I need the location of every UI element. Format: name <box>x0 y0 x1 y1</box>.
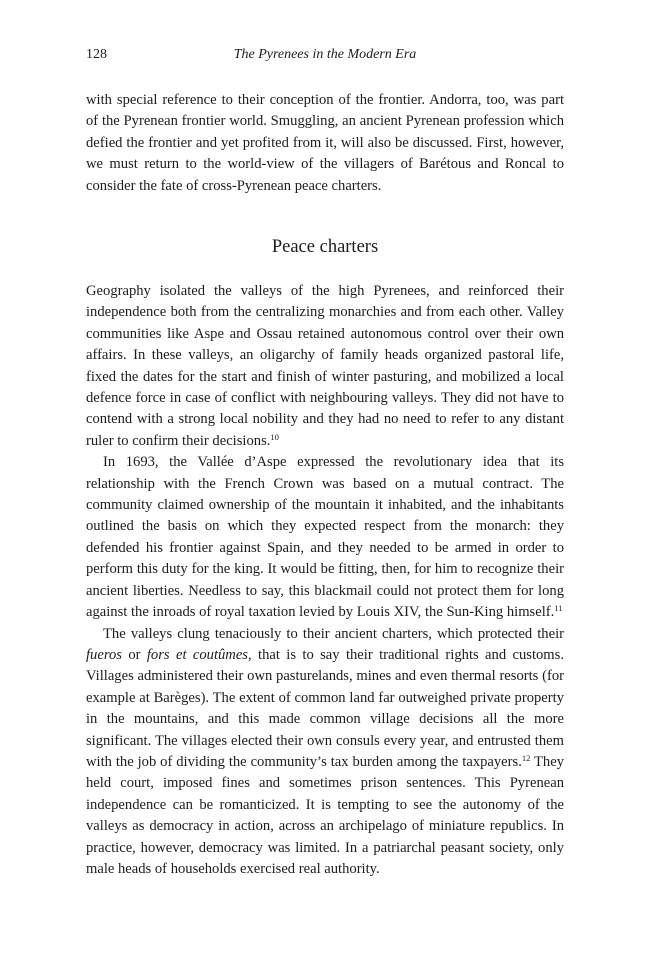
paragraph-geography <box>86 281 564 452</box>
italic-term: fors et coutûmes <box>146 646 248 663</box>
paragraph-charters <box>86 624 564 881</box>
paragraph-text: The valleys clung tenaciously to their ancient charters, which protected their <box>103 625 564 642</box>
intro-paragraph: with special reference to their conception of the frontier. Andorra, too, was part of the Pyrenean frontier world. Smuggling, an ancient Pyrenean profession which defied the frontier and yet profited from it, will also be discussed. First, however, we must return to the world-view of the villagers of Barétous and Roncal to consider the fate of cross-Pyrenean peace charters. <box>86 92 564 194</box>
running-title: The Pyrenees in the Modern Era <box>233 47 417 62</box>
paragraph-text: or <box>121 646 147 663</box>
running-head <box>86 45 564 65</box>
page-number: 128 <box>86 47 107 62</box>
footnote-marker: 10 <box>270 431 279 442</box>
section-body <box>86 281 564 880</box>
italic-term: fueros <box>86 646 122 663</box>
paragraph-vallee-daspe <box>86 452 564 623</box>
section-heading: Peace charters <box>271 237 379 257</box>
paragraph-text: Geography isolated the valleys of the high Pyrenees, and reinforced their independence both from the centralizing monarchies and from each other. Valley communities like Aspe and Ossau retained autonomous control over their own affairs. In these valleys, an oligarchy of family heads organized pastoral life, fixed the dates for the start and finish of winter pasturing, and mobilized a local defence force in case of conflict with neighbouring valleys. They did not have to contend with a strong local nobility and they had no need to refer to any distant ruler to confirm their decisions. <box>86 283 564 449</box>
paragraph-text: , that is to say their traditional rights and customs. Villages administered their own pasturelands, mines and even thermal resorts (for example at Barèges). The extent of common land far outweighed private property in the mountains, and this made common village decisions all the more significant. The villages elected their own consuls every year, and entrusted them with the job of dividing the community’s tax burden among the taxpayers. <box>86 646 564 770</box>
footnote-marker: 12 <box>521 752 531 763</box>
footnote-marker: 11 <box>554 603 563 614</box>
paragraph-text: They held court, imposed fines and sometimes prison sentences. This Pyrenean independence can be romanticized. It is tempting to see the autonomy of the valleys as democracy in action, across an archipelago of miniature republics. In practice, however, democracy was limited. In a patriarchal peasant society, only male heads of households exercised real authority. <box>86 753 565 877</box>
paragraph-text: In 1693, the Vallée d’Aspe expressed the revolutionary idea that its relationship with the French Crown was based on a mutual contract. The community claimed ownership of the mountain it inhabited, and the inhabitants outlined the basis on which they expected respect from the monarch: they defended his frontier against Spain, and they needed to be armed in order to perform this duty for the king. It would be fitting, then, for him to recognize their ancient liberties. Needless to say, this blackmail could not protect them for long against the inroads of royal taxation levied by Louis XIV, the Sun-King himself. <box>86 454 564 621</box>
